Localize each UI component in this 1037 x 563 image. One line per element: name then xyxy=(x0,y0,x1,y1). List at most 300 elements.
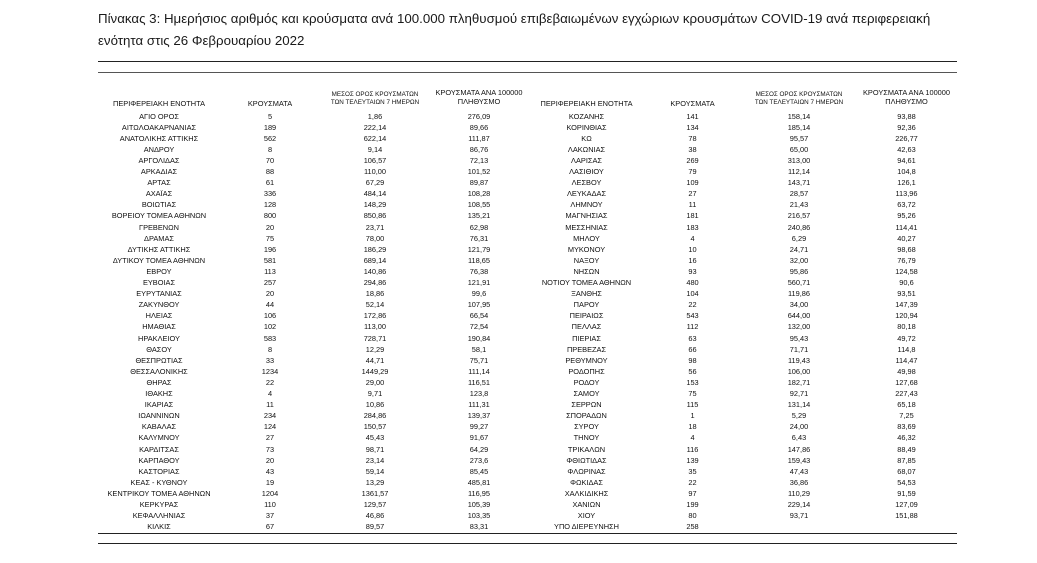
bottom-rule xyxy=(98,533,957,534)
cases-per-100k: 101,52 xyxy=(467,167,491,176)
seven-day-average: 132,00 xyxy=(787,322,811,332)
cases-per-100k: 118,65 xyxy=(467,255,491,265)
seven-day-average: 689,14 xyxy=(363,255,387,265)
cases-per-100k: 76,38 xyxy=(469,266,489,276)
cases-per-100k: 121,79 xyxy=(467,244,491,254)
cases-count: 97 xyxy=(688,488,697,498)
region-name: ΦΘΙΩΤΙΔΑΣ xyxy=(566,455,607,465)
right-table-row xyxy=(0,444,1037,455)
seven-day-average: 93,71 xyxy=(789,511,809,521)
cases-count: 38 xyxy=(688,144,697,154)
cases-count: 78 xyxy=(688,133,697,143)
cases-count: 109 xyxy=(686,178,699,188)
cases-per-100k: 227,43 xyxy=(895,389,918,398)
seven-day-average: 36,86 xyxy=(789,477,809,487)
seven-day-average: 119,43 xyxy=(787,355,811,365)
cases-per-100k: 49,72 xyxy=(897,333,916,343)
region-name: ΝΗΣΩΝ xyxy=(573,266,600,276)
cases-count: 581 xyxy=(263,255,277,265)
seven-day-average: 29,00 xyxy=(365,377,385,387)
cases-count: 258 xyxy=(686,522,699,532)
seven-day-average: 1361,57 xyxy=(361,488,389,498)
region-name: ΙΘΑΚΗΣ xyxy=(145,389,173,398)
seven-day-average: 23,14 xyxy=(365,455,385,465)
cases-per-100k: 126,1 xyxy=(897,178,916,188)
cases-count: 257 xyxy=(263,278,277,287)
cases-per-100k: 91,59 xyxy=(897,488,916,498)
cases-count: 37 xyxy=(265,511,275,521)
region-name: ΣΥΡΟΥ xyxy=(574,422,599,432)
right-table-row xyxy=(0,233,1037,244)
seven-day-average: 12,29 xyxy=(365,344,385,354)
region-name: ΠΕΙΡΑΙΩΣ xyxy=(569,311,604,321)
cases-count: 75 xyxy=(688,389,697,398)
region-name: ΚΙΛΚΙΣ xyxy=(147,522,171,532)
cases-per-100k: 104,8 xyxy=(897,167,916,176)
cases-count: 66 xyxy=(688,344,697,354)
cases-count: 80 xyxy=(688,511,697,521)
seven-day-average: 106,00 xyxy=(787,366,811,376)
seven-day-average: 110,29 xyxy=(787,488,811,498)
cases-per-100k: 76,79 xyxy=(897,255,916,265)
right-table-row xyxy=(0,288,1037,299)
seven-day-average: 34,00 xyxy=(789,300,809,310)
seven-day-average: 52,14 xyxy=(365,300,385,310)
header-cases-right: ΚΡΟΥΣΜΑΤΑ xyxy=(670,99,715,108)
right-table-row xyxy=(0,133,1037,144)
right-table-row xyxy=(0,510,1037,521)
cases-count: 234 xyxy=(263,411,277,421)
top-rule xyxy=(98,61,957,62)
cases-per-100k: 190,84 xyxy=(467,333,491,343)
cases-per-100k: 114,41 xyxy=(895,222,918,232)
cases-count: 116 xyxy=(686,444,699,454)
cases-count: 104 xyxy=(686,289,699,299)
header-region-right: ΠΕΡΙΦΕΡΕΙΑΚΗ ΕΝΟΤΗΤΑ xyxy=(540,99,633,108)
seven-day-average: 140,86 xyxy=(363,266,387,276)
region-name: ΞΑΝΘΗΣ xyxy=(571,289,602,299)
region-name: ΒΟΙΩΤΙΑΣ xyxy=(141,200,177,210)
cases-per-100k: 91,67 xyxy=(469,433,489,443)
region-name: ΚΕΡΚΥΡΑΣ xyxy=(139,500,179,509)
region-name: ΣΕΡΡΩΝ xyxy=(571,400,602,410)
cases-per-100k: 105,39 xyxy=(467,500,491,509)
cases-count: 98 xyxy=(688,355,697,365)
cases-per-100k: 113,96 xyxy=(895,189,918,199)
region-name: ΜΗΛΟΥ xyxy=(573,233,600,243)
seven-day-average: 185,14 xyxy=(787,122,811,132)
right-table-row xyxy=(0,177,1037,188)
cases-per-100k: 111,14 xyxy=(468,366,490,376)
header-cases-left: ΚΡΟΥΣΜΑΤΑ xyxy=(247,99,293,108)
region-name: ΦΩΚΙΔΑΣ xyxy=(570,477,603,487)
region-name: ΛΕΥΚΑΔΑΣ xyxy=(566,189,607,199)
cases-count: 20 xyxy=(265,455,275,465)
cases-count: 11 xyxy=(688,200,697,210)
region-name: ΚΩ xyxy=(581,133,592,143)
seven-day-average: 98,71 xyxy=(365,444,385,454)
region-name: ΡΟΔΟΠΗΣ xyxy=(568,366,605,376)
cases-count: 70 xyxy=(265,155,275,165)
right-table-row xyxy=(0,277,1037,288)
cases-count: 543 xyxy=(686,311,699,321)
right-table-row xyxy=(0,155,1037,166)
header-per-100k-left: ΚΡΟΥΣΜΑΤΑ ΑΝΑ 100000 ΠΛΗΘΥΣΜΟ xyxy=(435,87,523,107)
cases-count: 189 xyxy=(263,122,277,132)
seven-day-average: 240,86 xyxy=(787,222,811,232)
cases-per-100k: 58,1 xyxy=(471,344,487,354)
seven-day-average: 294,86 xyxy=(363,278,387,287)
region-name: ΜΑΓΝΗΣΙΑΣ xyxy=(565,211,608,221)
right-table-row xyxy=(0,521,1037,532)
cases-per-100k: 92,36 xyxy=(897,122,916,132)
region-name: ΚΕΦΑΛΛΗΝΙΑΣ xyxy=(132,511,186,521)
seven-day-average: 644,00 xyxy=(787,311,811,321)
cases-count: 27 xyxy=(265,433,275,443)
region-name: ΕΥΒΟΙΑΣ xyxy=(142,278,176,287)
cases-count: 63 xyxy=(688,333,697,343)
region-name: ΛΑΚΩΝΙΑΣ xyxy=(567,144,606,154)
cases-count: 4 xyxy=(690,233,695,243)
right-table-row xyxy=(0,344,1037,355)
cases-per-100k: 93,51 xyxy=(897,289,916,299)
right-table-row xyxy=(0,466,1037,477)
cases-count: 480 xyxy=(686,278,699,287)
right-table-row xyxy=(0,488,1037,499)
cases-count: 106 xyxy=(263,311,277,321)
cases-count: 4 xyxy=(267,389,273,398)
seven-day-average: 6,43 xyxy=(791,433,807,443)
cases-count: 27 xyxy=(688,189,697,199)
cases-count: 110 xyxy=(264,500,276,509)
cases-count: 583 xyxy=(263,333,277,343)
seven-day-average: 1449,29 xyxy=(361,366,389,376)
cases-count: 5 xyxy=(267,111,273,121)
cases-count: 128 xyxy=(263,200,277,210)
right-table-row xyxy=(0,244,1037,255)
region-name: ΘΕΣΠΡΩΤΙΑΣ xyxy=(135,355,183,365)
cases-per-100k: 98,68 xyxy=(897,244,916,254)
cases-per-100k: 120,94 xyxy=(895,311,918,321)
cases-per-100k: 93,88 xyxy=(897,111,916,121)
region-name: ΧΙΟΥ xyxy=(577,511,596,521)
cases-count: 16 xyxy=(688,255,697,265)
region-name: ΣΠΟΡΑΔΩΝ xyxy=(566,411,607,421)
cases-count: 61 xyxy=(265,178,275,188)
cases-per-100k: 83,31 xyxy=(469,522,489,532)
cases-count: 10 xyxy=(688,244,697,254)
region-name: ΚΑΡΠΑΘΟΥ xyxy=(138,455,180,465)
right-table-row xyxy=(0,299,1037,310)
header-per-100k-right: ΚΡΟΥΣΜΑΤΑ ΑΝΑ 100000 ΠΛΗΘΥΣΜΟ xyxy=(862,87,951,107)
cases-count: 22 xyxy=(688,477,697,487)
region-name: ΡΟΔΟΥ xyxy=(573,377,600,387)
right-table-row xyxy=(0,266,1037,277)
right-table-row xyxy=(0,432,1037,443)
cases-per-100k: 111,31 xyxy=(468,400,490,410)
right-table-row xyxy=(0,410,1037,421)
top-rule-secondary xyxy=(98,72,957,73)
seven-day-average: 622,14 xyxy=(363,133,387,143)
cases-per-100k: 7,25 xyxy=(899,411,914,421)
seven-day-average: 9,14 xyxy=(367,144,383,154)
region-name: ΔΡΑΜΑΣ xyxy=(144,233,174,243)
cases-count: 183 xyxy=(686,222,699,232)
seven-day-average: 65,00 xyxy=(789,144,809,154)
right-table-row xyxy=(0,321,1037,332)
header-seven-day-average-left: ΜΕΣΟΣ ΟΡΟΣ ΚΡΟΥΣΜΑΤΩΝ ΤΩΝ ΤΕΛΕΥΤΑΙΩΝ 7 ΗΜΕΡΩΝ xyxy=(330,91,420,106)
region-name: ΘΕΣΣΑΛΟΝΙΚΗΣ xyxy=(130,366,188,376)
right-table-row xyxy=(0,310,1037,321)
seven-day-average: 24,71 xyxy=(789,244,809,254)
right-table-row xyxy=(0,111,1037,122)
seven-day-average: 46,86 xyxy=(365,511,385,521)
right-table-row xyxy=(0,166,1037,177)
cases-per-100k: 103,35 xyxy=(467,511,491,521)
table-title-line-1: Πίνακας 3: Ημερήσιος αριθμός και κρούσματα ανά 100.000 πληθυσμού επιβεβαιωμένων εγχώριων κρουσμάτων COVID-19 ανά περιφερειακή xyxy=(98,11,931,26)
cases-count: 19 xyxy=(265,477,275,487)
cases-count: 11 xyxy=(266,400,274,410)
cases-per-100k: 89,87 xyxy=(469,178,489,188)
seven-day-average: 186,29 xyxy=(363,244,387,254)
region-name: ΔΥΤΙΚΟΥ ΤΟΜΕΑ ΑΘΗΝΩΝ xyxy=(112,255,206,265)
table-title-line-2: ενότητα στις 26 Φεβρουαρίου 2022 xyxy=(98,33,305,48)
cases-count: 56 xyxy=(688,366,697,376)
region-name: ΚΕΑΣ - ΚΥΘΝΟΥ xyxy=(130,477,188,487)
region-name: ΝΟΤΙΟΥ ΤΟΜΕΑ ΑΘΗΝΩΝ xyxy=(541,278,632,287)
cases-per-100k: 64,29 xyxy=(469,444,489,454)
right-table-row xyxy=(0,144,1037,155)
cases-count: 79 xyxy=(688,167,697,176)
region-name: ΑΡΤΑΣ xyxy=(147,178,171,188)
seven-day-average: 147,86 xyxy=(787,444,811,454)
cases-count: 22 xyxy=(688,300,697,310)
cases-count: 153 xyxy=(686,377,699,387)
region-name: ΚΟΖΑΝΗΣ xyxy=(568,111,605,121)
region-name: ΑΝΑΤΟΛΙΚΗΣ ΑΤΤΙΚΗΣ xyxy=(119,133,199,143)
region-name: ΥΠΟ ΔΙΕΡΕΥΝΗΣΗ xyxy=(554,522,619,532)
seven-day-average: 59,14 xyxy=(365,466,385,476)
cases-per-100k: 147,39 xyxy=(895,300,918,310)
region-name: ΚΕΝΤΡΙΚΟΥ ΤΟΜΕΑ ΑΘΗΝΩΝ xyxy=(107,488,211,498)
cases-per-100k: 49,98 xyxy=(897,366,916,376)
cases-per-100k: 46,32 xyxy=(897,433,916,443)
region-name: ΚΑΡΔΙΤΣΑΣ xyxy=(139,444,179,454)
region-name: ΑΡΓΟΛΙΔΑΣ xyxy=(138,155,180,165)
cases-count: 43 xyxy=(265,466,275,476)
seven-day-average: 89,57 xyxy=(365,522,385,532)
seven-day-average: 113,00 xyxy=(363,322,387,332)
cases-per-100k: 63,72 xyxy=(897,200,916,210)
cases-count: 93 xyxy=(688,266,697,276)
region-name: ΦΛΩΡΙΝΑΣ xyxy=(567,466,606,476)
cases-count: 22 xyxy=(265,377,275,387)
cases-count: 1234 xyxy=(261,366,279,376)
seven-day-average: 143,71 xyxy=(787,178,811,188)
cases-per-100k: 151,88 xyxy=(895,511,918,521)
right-table-row xyxy=(0,455,1037,466)
cases-per-100k: 124,58 xyxy=(895,266,918,276)
cases-per-100k: 111,87 xyxy=(468,133,490,143)
cases-count: 20 xyxy=(265,222,275,232)
seven-day-average: 172,86 xyxy=(363,311,387,321)
cases-per-100k: 116,51 xyxy=(467,377,491,387)
region-name: ΑΡΚΑΔΙΑΣ xyxy=(140,167,178,176)
seven-day-average: 71,71 xyxy=(789,344,809,354)
region-name: ΑΧΑΪΑΣ xyxy=(145,189,173,199)
seven-day-average: 47,43 xyxy=(789,466,809,476)
region-name: ΛΑΡΙΣΑΣ xyxy=(571,155,602,165)
seven-day-average: 850,86 xyxy=(363,211,387,221)
region-name: ΠΙΕΡΙΑΣ xyxy=(572,333,601,343)
region-name: ΙΚΑΡΙΑΣ xyxy=(144,400,174,410)
region-name: ΛΑΣΙΘΙΟΥ xyxy=(569,167,604,176)
right-table-row xyxy=(0,333,1037,344)
cases-per-100k: 40,27 xyxy=(897,233,916,243)
region-name: ΤΡΙΚΑΛΩΝ xyxy=(567,444,606,454)
right-table-row xyxy=(0,377,1037,388)
region-name: ΗΛΕΙΑΣ xyxy=(145,311,173,321)
cases-per-100k: 99,6 xyxy=(471,289,487,299)
cases-count: 88 xyxy=(265,167,275,176)
seven-day-average: 67,29 xyxy=(365,178,385,188)
region-name: ΕΥΡΥΤΑΝΙΑΣ xyxy=(136,289,182,299)
region-name: ΓΡΕΒΕΝΩΝ xyxy=(139,222,179,232)
cases-per-100k: 76,31 xyxy=(469,233,489,243)
cases-per-100k: 75,71 xyxy=(469,355,489,365)
seven-day-average: 229,14 xyxy=(787,500,811,509)
cases-per-100k: 85,45 xyxy=(469,466,489,476)
cases-per-100k: 127,09 xyxy=(895,500,918,509)
seven-day-average: 92,71 xyxy=(789,389,809,398)
cases-count: 124 xyxy=(263,422,277,432)
cases-per-100k: 108,55 xyxy=(467,200,491,210)
cases-count: 562 xyxy=(263,133,277,143)
cases-per-100k: 123,8 xyxy=(469,389,489,398)
cases-count: 139 xyxy=(686,455,699,465)
region-name: ΠΕΛΛΑΣ xyxy=(571,322,602,332)
seven-day-average: 95,57 xyxy=(789,133,809,143)
seven-day-average: 112,14 xyxy=(787,167,811,176)
seven-day-average: 129,57 xyxy=(363,500,387,509)
region-name: ΑΝΔΡΟΥ xyxy=(143,144,175,154)
region-name: ΘΑΣΟΥ xyxy=(146,344,172,354)
cases-count: 113 xyxy=(264,266,276,276)
cases-per-100k: 107,95 xyxy=(467,300,491,310)
cases-per-100k: 54,53 xyxy=(897,477,916,487)
region-name: ΚΑΒΑΛΑΣ xyxy=(141,422,177,432)
region-name: ΗΜΑΘΙΑΣ xyxy=(142,322,176,332)
seven-day-average: 5,29 xyxy=(791,411,807,421)
seven-day-average: 24,00 xyxy=(789,422,809,432)
cases-count: 44 xyxy=(265,300,275,310)
seven-day-average: 21,43 xyxy=(789,200,809,210)
region-name: ΘΗΡΑΣ xyxy=(146,377,172,387)
right-table-row xyxy=(0,188,1037,199)
right-table-row xyxy=(0,499,1037,510)
cases-per-100k: 485,81 xyxy=(467,477,491,487)
cases-count: 67 xyxy=(265,522,275,532)
cases-count: 269 xyxy=(686,155,699,165)
cases-count: 1 xyxy=(690,411,695,421)
region-name: ΔΥΤΙΚΗΣ ΑΤΤΙΚΗΣ xyxy=(127,244,191,254)
right-table-row xyxy=(0,366,1037,377)
seven-day-average: 78,00 xyxy=(365,233,385,243)
seven-day-average: 728,71 xyxy=(363,333,387,343)
region-name: ΜΕΣΣΗΝΙΑΣ xyxy=(565,222,608,232)
cases-count: 102 xyxy=(263,322,277,332)
seven-day-average: 9,71 xyxy=(367,389,383,398)
right-table-row xyxy=(0,122,1037,133)
cases-per-100k: 135,21 xyxy=(467,211,491,221)
right-table-row xyxy=(0,222,1037,233)
cases-per-100k: 276,09 xyxy=(467,111,491,121)
cases-per-100k: 72,13 xyxy=(469,155,489,165)
right-table-row xyxy=(0,388,1037,399)
cases-per-100k: 86,76 xyxy=(469,144,489,154)
region-name: ΛΗΜΝΟΥ xyxy=(570,200,603,210)
cases-count: 141 xyxy=(686,111,699,121)
cases-per-100k: 116,95 xyxy=(467,488,491,498)
cases-per-100k: 89,66 xyxy=(469,122,489,132)
seven-day-average: 110,00 xyxy=(363,167,387,176)
cases-per-100k: 65,18 xyxy=(897,400,916,410)
seven-day-average: 158,14 xyxy=(787,111,811,121)
cases-count: 196 xyxy=(263,244,277,254)
seven-day-average: 484,14 xyxy=(363,189,387,199)
seven-day-average: 216,57 xyxy=(787,211,811,221)
cases-count: 112 xyxy=(686,322,699,332)
seven-day-average: 150,57 xyxy=(363,422,387,432)
seven-day-average: 119,86 xyxy=(787,289,811,299)
cases-per-100k: 139,37 xyxy=(467,411,491,421)
cases-per-100k: 114,47 xyxy=(895,355,918,365)
region-name: ΗΡΑΚΛΕΙΟΥ xyxy=(138,333,180,343)
seven-day-average: 28,57 xyxy=(789,189,809,199)
table-title xyxy=(98,8,998,52)
region-name: ΕΒΡΟΥ xyxy=(146,266,172,276)
cases-count: 8 xyxy=(267,144,273,154)
cases-per-100k: 83,69 xyxy=(897,422,916,432)
cases-per-100k: 90,6 xyxy=(899,278,914,287)
cases-count: 75 xyxy=(265,233,275,243)
cases-per-100k: 273,6 xyxy=(469,455,489,465)
region-name: ΣΑΜΟΥ xyxy=(573,389,600,398)
region-name: ΖΑΚΥΝΘΟΥ xyxy=(138,300,180,310)
seven-day-average: 95,86 xyxy=(789,266,809,276)
cases-count: 199 xyxy=(686,500,699,509)
region-name: ΠΑΡΟΥ xyxy=(573,300,600,310)
cases-per-100k: 226,77 xyxy=(895,133,918,143)
cases-per-100k: 87,85 xyxy=(897,455,916,465)
seven-day-average: 159,43 xyxy=(787,455,811,465)
header-region-left: ΠΕΡΙΦΕΡΕΙΑΚΗ ΕΝΟΤΗΤΑ xyxy=(113,99,205,108)
region-name: ΧΑΝΙΩΝ xyxy=(572,500,601,509)
seven-day-average: 222,14 xyxy=(363,122,387,132)
seven-day-average: 313,00 xyxy=(787,155,811,165)
right-table-row xyxy=(0,210,1037,221)
cases-per-100k: 121,91 xyxy=(467,278,491,287)
cases-per-100k: 80,18 xyxy=(897,322,916,332)
cases-per-100k: 114,8 xyxy=(897,344,916,354)
cases-per-100k: 88,49 xyxy=(897,444,916,454)
cases-count: 4 xyxy=(690,433,695,443)
seven-day-average: 6,29 xyxy=(791,233,807,243)
right-table-row xyxy=(0,199,1037,210)
right-table-row xyxy=(0,399,1037,410)
seven-day-average: 32,00 xyxy=(789,255,809,265)
region-name: ΠΡΕΒΕΖΑΣ xyxy=(566,344,607,354)
